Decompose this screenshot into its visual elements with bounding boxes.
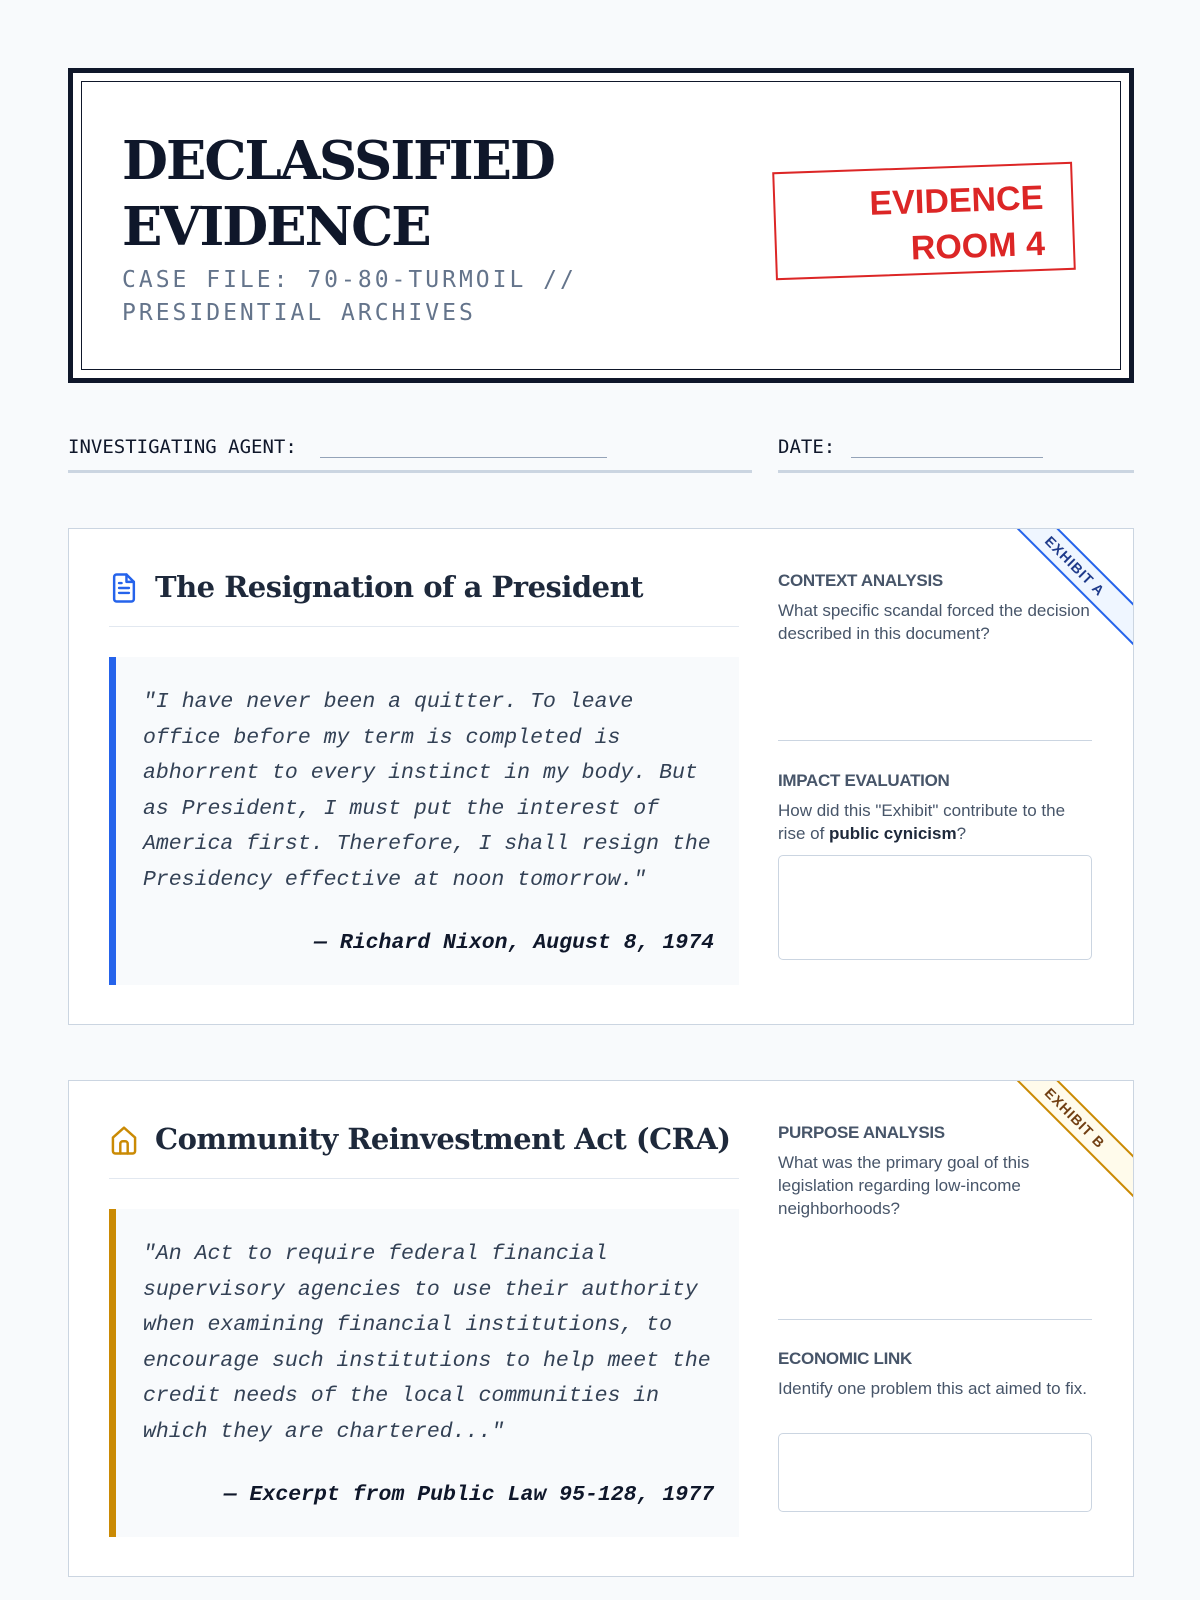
evidence-room-stamp (772, 162, 1076, 280)
exhibit-b-quote: "An Act to require federal financial supervisory agencies to use their authority when examining financial institutions, to encourage such institutions to help meet the credit needs of the local communities in which they are chartered..." (143, 1242, 711, 1444)
home-icon (109, 1124, 139, 1156)
exhibit-a-title: The Resignation of a President (155, 570, 644, 604)
date-field-underline (778, 470, 1134, 473)
exhibit-b-q1-text: What was the primary goal of this legislation regarding low-income neighborhoods? (778, 1153, 1030, 1218)
title-line-1: DECLASSIFIED (122, 130, 554, 192)
header-inner-frame (81, 81, 1121, 370)
exhibit-a-q2-text (778, 799, 1092, 845)
date-label: DATE: (778, 436, 836, 458)
exhibit-a-header (109, 569, 739, 627)
exhibit-a-ribbon: EXHIBIT A (980, 528, 1134, 661)
exhibit-b-answer-line[interactable] (778, 1319, 1092, 1320)
exhibit-b-ribbon: EXHIBIT B (980, 1080, 1134, 1213)
exhibit-b-header (109, 1121, 739, 1179)
exhibit-a-quote-box (109, 657, 739, 985)
exhibit-a-question-1 (778, 571, 1092, 645)
stamp-line-1: EVIDENCE (868, 178, 1044, 223)
exhibit-b-attribution: — Excerpt from Public Law 95-128, 1977 (223, 1483, 714, 1507)
document-icon (109, 572, 139, 604)
exhibit-a-answer-line[interactable] (778, 740, 1092, 741)
agent-field-underline (68, 470, 752, 473)
exhibit-a-q2-text-end: ? (956, 824, 967, 843)
exhibit-a-answer-box[interactable] (778, 855, 1092, 960)
exhibit-b-title: Community Reinvestment Act (CRA) (155, 1122, 731, 1156)
exhibit-a-attribution: — Richard Nixon, August 8, 1974 (314, 931, 714, 955)
exhibit-b-card (68, 1080, 1134, 1577)
exhibit-a-q2-heading: IMPACT EVALUATION (778, 771, 950, 790)
agent-name-field[interactable] (320, 457, 607, 458)
exhibit-a-q2-text-start: How did this "Exhibit" contribute to the rise of (778, 801, 1066, 843)
exhibit-b-question-2 (778, 1349, 1092, 1400)
exhibit-a-question-2 (778, 771, 1092, 845)
case-file-subtitle: CASE FILE: 70-80-TURMOIL // PRESIDENTIAL ARCHIVES (122, 267, 577, 326)
exhibit-b-q2-heading: ECONOMIC LINK (778, 1349, 912, 1368)
exhibit-a-quote: "I have never been a quitter. To leave office before my term is completed is abhorrent to every instinct in my body. But as President, I must put the interest of America first. Therefore, I shall resign the Presidency effective at noon tomorrow." (143, 690, 711, 892)
exhibit-a-q1-heading: CONTEXT ANALYSIS (778, 571, 943, 590)
exhibit-a-q1-text: What specific scandal forced the decision described in this document? (778, 601, 1090, 643)
exhibit-b-q2-text: Identify one problem this act aimed to fix. (778, 1379, 1087, 1398)
exhibit-b-answer-box[interactable] (778, 1433, 1092, 1512)
date-field[interactable] (851, 457, 1043, 458)
title-line-2: EVIDENCE (122, 196, 430, 258)
exhibit-b-question-1 (778, 1123, 1092, 1220)
agent-label: INVESTIGATING AGENT: (68, 436, 297, 458)
exhibit-b-quote-box (109, 1209, 739, 1537)
stamp-line-2: ROOM 4 (910, 224, 1046, 268)
exhibit-a-q2-emphasis: public cynicism (829, 824, 957, 843)
exhibit-a-card (68, 528, 1134, 1025)
exhibit-b-q1-heading: PURPOSE ANALYSIS (778, 1123, 945, 1142)
case-file-header (68, 68, 1134, 383)
page-title (122, 128, 554, 260)
